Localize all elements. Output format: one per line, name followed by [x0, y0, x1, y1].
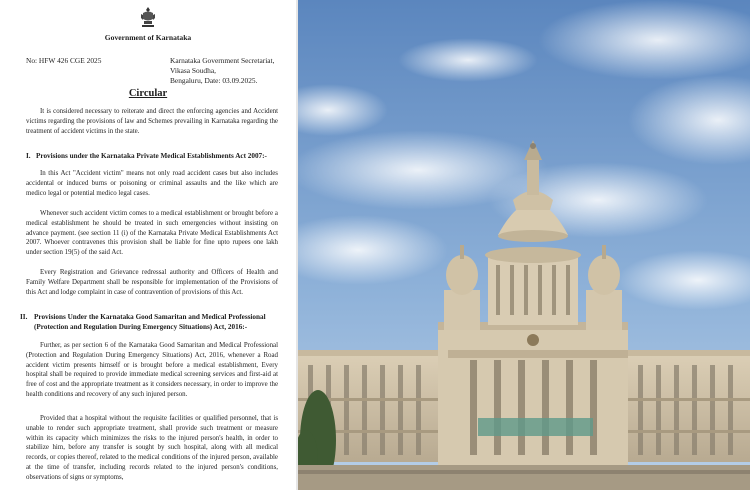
section-1-paragraph: Every Registration and Grievance redressal authority and Officers of Health and Family Welfare Department shall be responsible for implementation of the Provisions of this Act and lodge complaint in case of contravention of provisions of this Act. — [26, 269, 278, 296]
section-2-heading: II. Provisions Under the Karnataka Good Samaritan and Medical Professional — [20, 313, 266, 321]
building-photo — [298, 0, 750, 490]
section-2-paragraph: Further, as per section 6 of the Karnataka Good Samaritan and Medical Professional (Protection and Regulation During Emergency Situations) Act, 2016, whenever a Road accident victim presents himself or is brought before a medical establishment, Every hospital shall be required to provide immediate medical screening services and first-aid at free of cost and the appropriate treatment as it considers necessary, in order to improve the health conditions and recovery of any such injured person. — [26, 342, 278, 398]
address-line: Karnataka Government Secretariat, — [170, 56, 275, 65]
reference-number: No: HFW 426 CGE 2025 — [26, 56, 102, 65]
section-number: II. — [20, 313, 28, 321]
circular-document — [0, 0, 296, 490]
address-line: Vikasa Soudha, — [170, 66, 216, 75]
state-emblem-icon — [139, 6, 157, 28]
government-name: Government of Karnataka — [104, 33, 192, 42]
date-line: Bengaluru, Date: 03.09.2025. — [170, 76, 258, 85]
section-2-paragraph: Provided that a hospital without the requisite facilities or qualified personnel, that is unable to render such appropriate treatment, shall provide such treatment or measure within its capacity which minimizes the risks to the injured person's health, in order to stabilize him, before any transfer is sought by such hospital, along with all medical records, or copies thereof, related to the medical conditions of the injured person, available at the time of transfer, including records related to the injured person's conditions, observations of signs or symptoms, — [26, 415, 278, 481]
section-2-heading-line-2: (Protection and Regulation During Emergency Situations) Act, 2016:- — [34, 323, 248, 331]
section-1-paragraph: In this Act "Accident victim" means not only road accident cases but also includes accidental or induced burns or poisoning or criminal assaults and the like which are medico legal or potential medico legal cases. — [26, 170, 278, 197]
vidhana-soudha-illustration — [298, 0, 750, 490]
section-1-paragraph: Whenever such accident victim comes to a medical establishment or brought before a medical establishment he should be treated in such emergencies without insisting on advance payment. (see section 11 (i) of the Karnataka Private Medical Establishments Act 2007. Whoever contravenes this provision shall be liable for fine upto rupees one lakh under section 19(5) of the said Act. — [26, 210, 278, 257]
address-block — [170, 56, 274, 86]
intro-paragraph: It is considered necessary to reiterate and direct the enforcing agencies and Accident victims regarding the provisions of law and Schemes prevailing in Karnataka regarding the treatment of accident victims in the state. — [26, 108, 278, 135]
document-title: Circular — [128, 88, 168, 99]
section-number: I. — [26, 152, 31, 160]
section-1-heading: I. Provisions under the Karnataka Private Medical Establishments Act 2007:- — [26, 152, 267, 160]
